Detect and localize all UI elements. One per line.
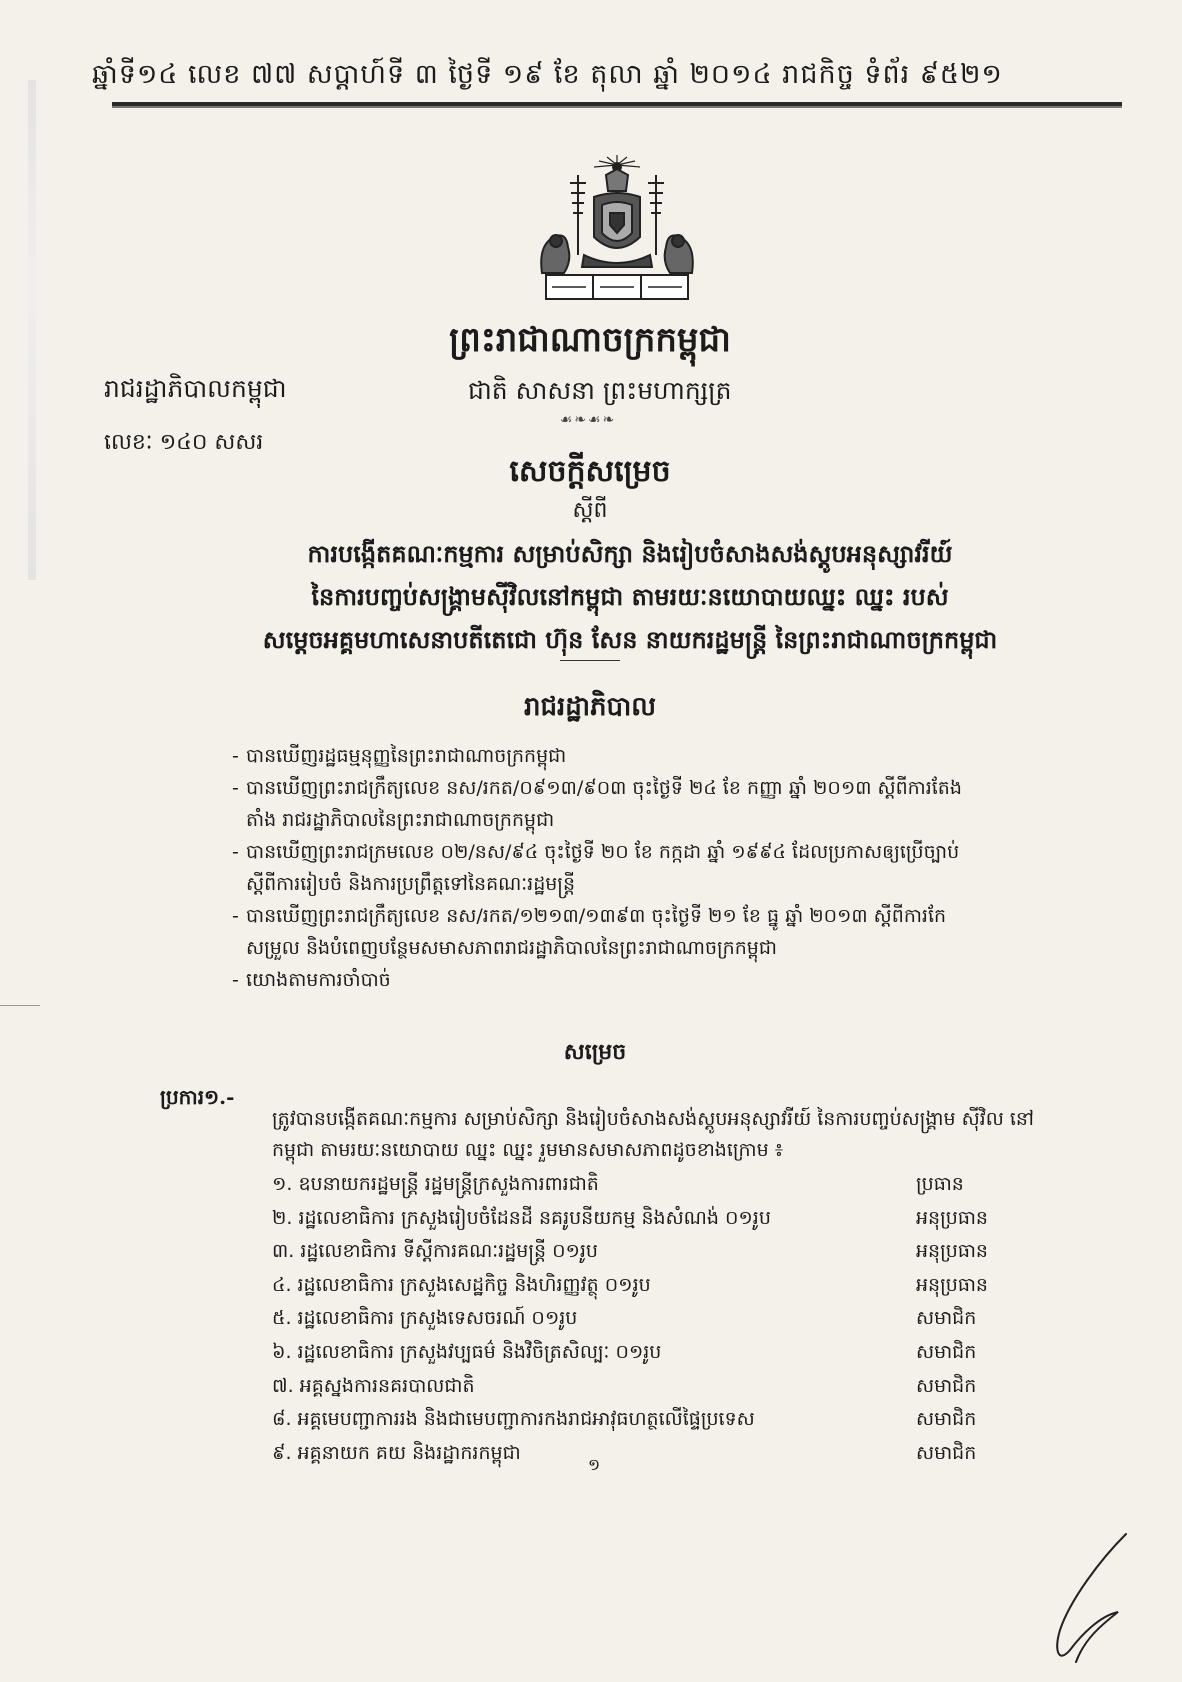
preamble-text-cont: សម្រួល និងបំពេញបន្ថែមសមាសភាពរាជរដ្ឋាភិបាលនៃព្រះរាជាណាចក្រកម្ពុជា — [246, 937, 777, 959]
member-name: ១. ឧបនាយករដ្ឋមន្ត្រី រដ្ឋមន្ត្រីក្រសួងការពារជាតិ — [272, 1173, 599, 1195]
member-row — [272, 1273, 1052, 1307]
member-role: អនុប្រធាន — [916, 1273, 988, 1296]
article-label: ប្រការ១.- — [160, 1085, 235, 1109]
subject-line: សម្តេចអគ្គមហាសេនាបតីតេជោ ហ៊ុន សែន នាយករដ្ឋមន្ត្រី នៃព្រះរាជាណាចក្រកម្ពុជា — [262, 625, 998, 654]
member-role: សមាជិក — [916, 1307, 977, 1330]
member-name: ២. រដ្ឋលេខាធិការ ក្រសួងរៀបចំដែនដី នគរូបនីយកម្ម និងសំណង់ ០១រូប — [272, 1206, 771, 1229]
member-name: ៣. រដ្ឋលេខាធិការ ទីស្តីការគណៈរដ្ឋមន្ត្រី ០១រូប — [272, 1240, 598, 1263]
preamble-item: - យោងតាមការចាំបាច់ — [232, 969, 391, 991]
preamble-text-cont: តាំង រាជរដ្ឋាភិបាលនៃព្រះរាជាណាចក្រកម្ពុជា — [246, 809, 555, 831]
member-role: សមាជិក — [916, 1408, 977, 1431]
article-body: ត្រូវបានបង្កើតគណៈកម្មការ សម្រាប់សិក្សា និងរៀបចំសាងសង់ស្តូបអនុស្សាវរីយ៍ នៃការបញ្ចប់សង្គ្រាម ស៊ីវិល នៅកម្ពុជា តាមរយៈនយោបាយ ឈ្នះ ឈ្នះ រួមមានសមាសភាពដូចខាងក្រោម ៖ — [272, 1108, 1034, 1161]
member-row — [272, 1306, 1052, 1340]
about-label: ស្តីពី — [572, 498, 608, 523]
member-name: ៧. អគ្គស្នងការនគរបាលជាតិ — [272, 1374, 475, 1397]
member-name: ៨. អគ្គមេបញ្ជាការរង និងជាមេបញ្ជាការកងរាជអាវុធហត្ថលើផ្ទៃប្រទេស — [272, 1408, 755, 1431]
preamble-item: - បានឃើញព្រះរាជក្រឹត្យលេខ នស/រកត/១២១៣/១៣៩៣ ចុះថ្ងៃទី ២១ ខែ ធ្នូ ឆ្នាំ ២០១៣ ស្តីពីការកែ សម្រួល និងបំពេញបន្ថែមសមាសភាពរាជរដ្ឋាភិបាលនៃព្រះរាជាណាចក្រកម្ពុជា — [232, 900, 1052, 964]
kingdom-title: ព្រះរាជាណាចក្រកម្ពុជា — [449, 320, 731, 360]
issuer-name: រាជរដ្ឋាភិបាលកម្ពុជា — [104, 374, 287, 403]
preamble-text: បានឃើញរដ្ឋធម្មនុញ្ញនៃព្រះរាជាណាចក្រកម្ពុជា — [246, 745, 567, 767]
member-row — [272, 1172, 1052, 1206]
member-role: អនុប្រធាន — [916, 1240, 988, 1263]
member-role: សមាជិក — [916, 1441, 977, 1464]
member-row — [272, 1206, 1052, 1240]
preamble-text-cont: ស្តីពីការរៀបចំ និងការប្រព្រឹត្តទៅនៃគណៈរដ្ឋមន្ត្រី — [246, 873, 576, 895]
page-number: ១ — [588, 1455, 601, 1474]
member-name: ៦. រដ្ឋលេខាធិការ ក្រសួងវប្បធម៌ និងវិចិត្រសិល្បៈ ០១រូប — [272, 1340, 662, 1363]
preamble-text: បានឃើញព្រះរាជក្រឹត្យលេខ នស/រកត/១២១៣/១៣៩៣ ចុះថ្ងៃទី ២១ ខែ ធ្នូ ឆ្នាំ ២០១៣ ស្តីពីការកែ — [246, 905, 947, 927]
member-name: ៥. រដ្ឋលេខាធិការ ក្រសួងទេសចរណ៍ ០១រូប — [272, 1307, 578, 1330]
scan-margin-shadow — [28, 80, 36, 580]
member-role: អនុប្រធាន — [916, 1206, 988, 1229]
member-role: ប្រធាន — [916, 1173, 964, 1195]
header-rule — [112, 102, 1122, 108]
member-role: សមាជិក — [916, 1374, 977, 1397]
subject-line: ការបង្កើតគណៈកម្មការ សម្រាប់សិក្សា និងរៀបចំសាងសង់ស្តូបអនុស្សាវរីយ៍ — [307, 539, 953, 568]
subject-line: នៃការបញ្ចប់សង្គ្រាមស៊ីវិលនៅកម្ពុជា តាមរយៈនយោបាយឈ្នះ ឈ្នះ របស់ — [311, 582, 949, 611]
preamble-text: យោងតាមការចាំបាច់ — [246, 969, 391, 991]
preamble-item: - បានឃើញព្រះរាជក្រមលេខ ០២/នស/៩៤ ចុះថ្ងៃទី ២០ ខែ កក្កដា ឆ្នាំ ១៩៩៤ ដែលប្រកាសឲ្យប្រើច្បាប់ ស្តីពីការរៀបចំ និងការប្រព្រឹត្តទៅនៃគណៈរដ្ឋមន្ត្រី — [232, 836, 1052, 900]
document-type: សេចក្តីសម្រេច — [509, 454, 671, 489]
motto-ornament: ☙❧☙❧ — [559, 412, 617, 428]
preamble-text: បានឃើញព្រះរាជក្រឹត្យលេខ នស/រកត/០៩១៣/៩០៣ ចុះថ្ងៃទី ២៤ ខែ កញ្ញា ឆ្នាំ ២០១៣ ស្តីពីការតែង — [246, 777, 962, 799]
member-row — [272, 1340, 1052, 1374]
member-row — [272, 1441, 1052, 1475]
member-role: សមាជិក — [916, 1340, 977, 1363]
member-name: ៤. រដ្ឋលេខាធិការ ក្រសួងសេដ្ឋកិច្ច និងហិរញ្ញវត្ថុ ០១រូប — [272, 1273, 651, 1296]
government-heading: រាជរដ្ឋាភិបាល — [523, 692, 657, 722]
royal-arms-of-cambodia-icon — [528, 155, 706, 305]
handwritten-signature-icon — [1030, 1530, 1140, 1670]
member-name: ៩. អគ្គនាយក គយ និងរដ្ឋាករកម្ពុជា — [272, 1441, 521, 1464]
preamble-item: - បានឃើញព្រះរាជក្រឹត្យលេខ នស/រកត/០៩១៣/៩០៣ ចុះថ្ងៃទី ២៤ ខែ កញ្ញា ឆ្នាំ ២០១៣ ស្តីពីការតែង តាំង រាជរដ្ឋាភិបាលនៃព្រះរាជាណាចក្រកម្ពុជា — [232, 772, 1052, 836]
member-row — [272, 1239, 1052, 1273]
gazette-header: ឆ្នាំទី១៤ លេខ ៧៧ សប្តាហ៍ទី ៣ ថ្ងៃទី ១៩ ខែ តុលា ឆ្នាំ ២០១៤ រាជកិច្ច ទំព័រ ៩៥២១ — [92, 59, 1003, 90]
preamble-text: បានឃើញព្រះរាជក្រមលេខ ០២/នស/៩៤ ចុះថ្ងៃទី ២០ ខែ កក្កដា ឆ្នាំ ១៩៩៤ ដែលប្រកាសឲ្យប្រើច្បាប់ — [246, 841, 960, 863]
member-row — [272, 1407, 1052, 1441]
subject-title — [200, 532, 1060, 661]
preamble-item: - បានឃើញរដ្ឋធម្មនុញ្ញនៃព្រះរាជាណាចក្រកម្ពុជា — [232, 745, 567, 767]
member-row — [272, 1374, 1052, 1408]
national-motto: ជាតិ សាសនា ព្រះមហាក្សត្រ — [468, 376, 732, 405]
divider — [560, 660, 620, 661]
margin-tick — [0, 1005, 40, 1006]
preamble-list — [232, 740, 1052, 996]
document-number: លេខៈ ១៤០ សសរ — [104, 430, 264, 455]
member-list — [272, 1172, 1052, 1474]
decides-heading: សម្រេច — [563, 1039, 627, 1065]
